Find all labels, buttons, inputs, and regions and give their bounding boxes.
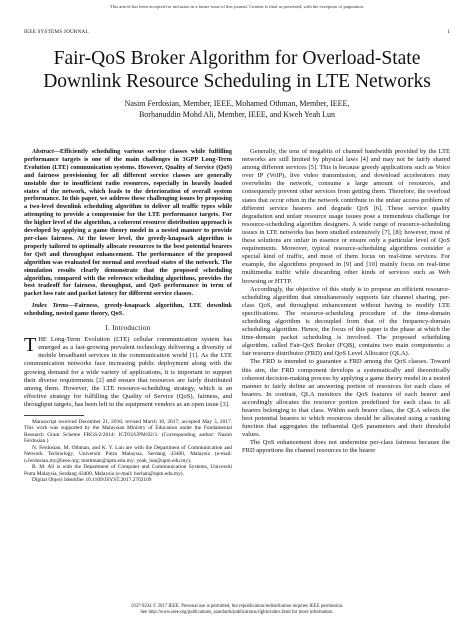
footnote-manuscript: Manuscript received December 21, 2016; revised March 10, 2017; accepted May 3, 2017. This work was supported by the Malaysian Ministry of Education under the Fundamental Research Grant Scheme FRGS/2/2014/ ICT03/UPM/02/3. (Corresponding author: Nasim Ferdosian.) [24,418,232,445]
acceptance-notice: This article has been accepted for inclusion in a future issue of this journal. Content is final as presented, with the exception of pagination. [109,4,365,9]
copyright-line-1: 1937-9234 © 2017 IEEE. Personal use is permitted, but republication/redistribution requires IEEE permission. [130,604,344,609]
paper-title-line-1: Fair-QoS Broker Algorithm for Overload-State [53,48,421,69]
abstract [24,148,232,298]
right-column [242,148,450,456]
copyright-footer [0,604,474,617]
drop-cap: T [24,334,37,357]
body-paragraph-3: The FRD is intended to guarantee a FRD among the QoS classes. Toward this aim, the FRD component develops a systematically and theoretically coherent decision-making process by applying a game theory model in a nested manner to fairly define an answering portion of resources for each class of bearers. In contrast, QLA monitors the QoS features of each bearer and accordingly allocates the resource portion predefined for each class to all bearers belonging to that class. Within each bearer class, the QLA selects the best potential bearers to which resources should be allocated using a ranking function that aggregates the influential QoS parameters and their threshold values. [242,358,450,439]
footnote-doi: Digital Object Identifier 10.1109/JSYST.2017.2702109 [32,477,152,484]
paper-title-line-2: Downlink Resource Scheduling in LTE Networks [43,71,431,92]
copyright-line-2: See http://www.ieee.org/publications_standards/publications/rights/index.html for more information. [140,610,334,616]
index-terms [24,302,232,318]
body-paragraph-4: The QoS enhancement does not undermine per-class fairness because the FRD apportions the channel resources to the bearer [242,439,450,455]
page-number: 1 [447,29,450,35]
index-terms-text: —Fairness, greedy-knapsack algorithm, LTE downlink scheduling, nested game theory, QoS. [24,302,232,318]
section-heading-introduction: I. Introduction [105,324,151,333]
abstract-text: —Efficiently scheduling various service classes while fulfilling performance targets is one of the main challenges in 3GPP Long-Term Evolution (LTE) communication systems. However, Quality of Service (QoS) and fairness provisioning for all different service classes are generally unstable due to insufficient radio resources, especially in heavily loaded states of the network, which leads to the deterioration of overall system performance. In this paper, we address these challenging issues by proposing a two-level downlink scheduling algorithm to deliver all traffic types while attempting to provide a compromise for the LTE performance targets. For the higher level of the algorithm, a coherent resource distribution approach is developed by applying a game theory model in a nested manner to provide per-class fairness. At the lower level, the greedy-knapsack algorithm is properly tailored to optimally allocate resources to the best potential bearers for QoS and throughput enhancement. The performance of the proposed algorithm was evaluated for normal and overload states of the network. The simulation results clearly demonstrate that the proposed scheduling algorithm, compared with the reference scheduling algorithms, provides the best tradeoff for fairness, throughput, and QoS performance in term of packet loss rate and packet latency for different service classes. [24,148,232,298]
authors-line-1: Nasim Ferdosian, Member, IEEE, Mohamed Othman, Member, IEEE, [124,99,350,108]
abstract-lead: Abstract [32,148,54,155]
footnote-affiliation-2: B. M. Ali is with the Department of Computer and Communication Systems, Universiti Putra Malaysia, Serdang 43400, Malaysia (e-mail: borhan@upm.edu.my). [24,464,232,477]
footnote-affiliation-1: N. Ferdosian, M. Othman, and K. Y. Lun are with the Department of Communication and Network Technology, Universiti Putra Malaysia, Serdang 43400, Malaysia (e-mail: n.ferdosian.my@ieee.org; mothman@upm.edu.my; yeah_lun@upm.edu.my). [24,444,232,464]
body-paragraph-2: Accordingly, the objective of this study is to propose an efficient resource-scheduling algorithm that simultaneously supports fair channel sharing, per-class QoS, and throughput enhancement without having to modify LTE specifications. The resource-scheduling procedure of the time-domain scheduling algorithm is decoupled from that of the frequency-domain scheduling algorithm. Hence, the focus of this paper is the phase at which the time-domain packet scheduling is involved. The proposed scheduling algorithm, called Fair-QoS Broker (FQB), contains two main components: a fair resource distributor (FRD) and QoS Level Allocator (QLA). [242,285,450,358]
body-paragraph-1: Generally, the tens of megabits of channel bandwidth provided by the LTE networks are still limited by physical laws [4] and may not be fairly shared among different services [5]. This is because greedy applications such as Voice over IP (VoIP), live video transmission, and download accelerators may overwhelm the network, consume a large amount of resources, and consequently prevent other services from getting them. Therefore, the overload states that occur often in the network contribute to the unfair access problem of different service bearers and degrade QoS [6]. These service quality degradation and unfair resource usage issues pose a tremendous challenge for resource-scheduling algorithm designers. A wide range of resource-scheduling issues in LTE networks has been studied extensively [7], [8]; however, most of these solutions are unfair in essence or ensure only a particular level of QoS requirements. Moreover, typical resource-scheduling algorithms consider a special kind of traffic, and most of them focus on real-time services. For example, the algorithms proposed in [9] and [10] mainly focus on real-time multimedia traffic while discarding other kinds of services such as Web browsing or HTTP. [242,148,450,285]
journal-name: IEEE SYSTEMS JOURNAL [24,29,89,35]
footnote-divider [24,415,84,416]
author-list [0,98,474,120]
intro-paragraph-text: HE Long-Term Evolution (LTE) cellular communication system has emerged as a fast-growing prevalent technology delivering a diversity of mobile broadband services in the communication world [1]. As the LTE communication networks face increasing public deployment along with the growing demand for a wide variety of applications, it is important to support their diverse requirements [2] and ensure that resources are fairly distributed among them. However, the LTE resource-scheduling strategy, which is an effective strategy for fulfilling the Quality of Service (QoS), fairness, and throughput targets, has been left to the equipment vendors as an open issue [3]. [24,336,232,408]
paper-title [0,47,474,93]
authors-line-2: Borhanuddin Mohd Ali, Member, IEEE, and Kweh Yeah Lun [138,110,336,119]
left-column [24,148,232,484]
index-terms-lead: Index Terms [32,302,69,310]
intro-paragraph [24,336,232,409]
